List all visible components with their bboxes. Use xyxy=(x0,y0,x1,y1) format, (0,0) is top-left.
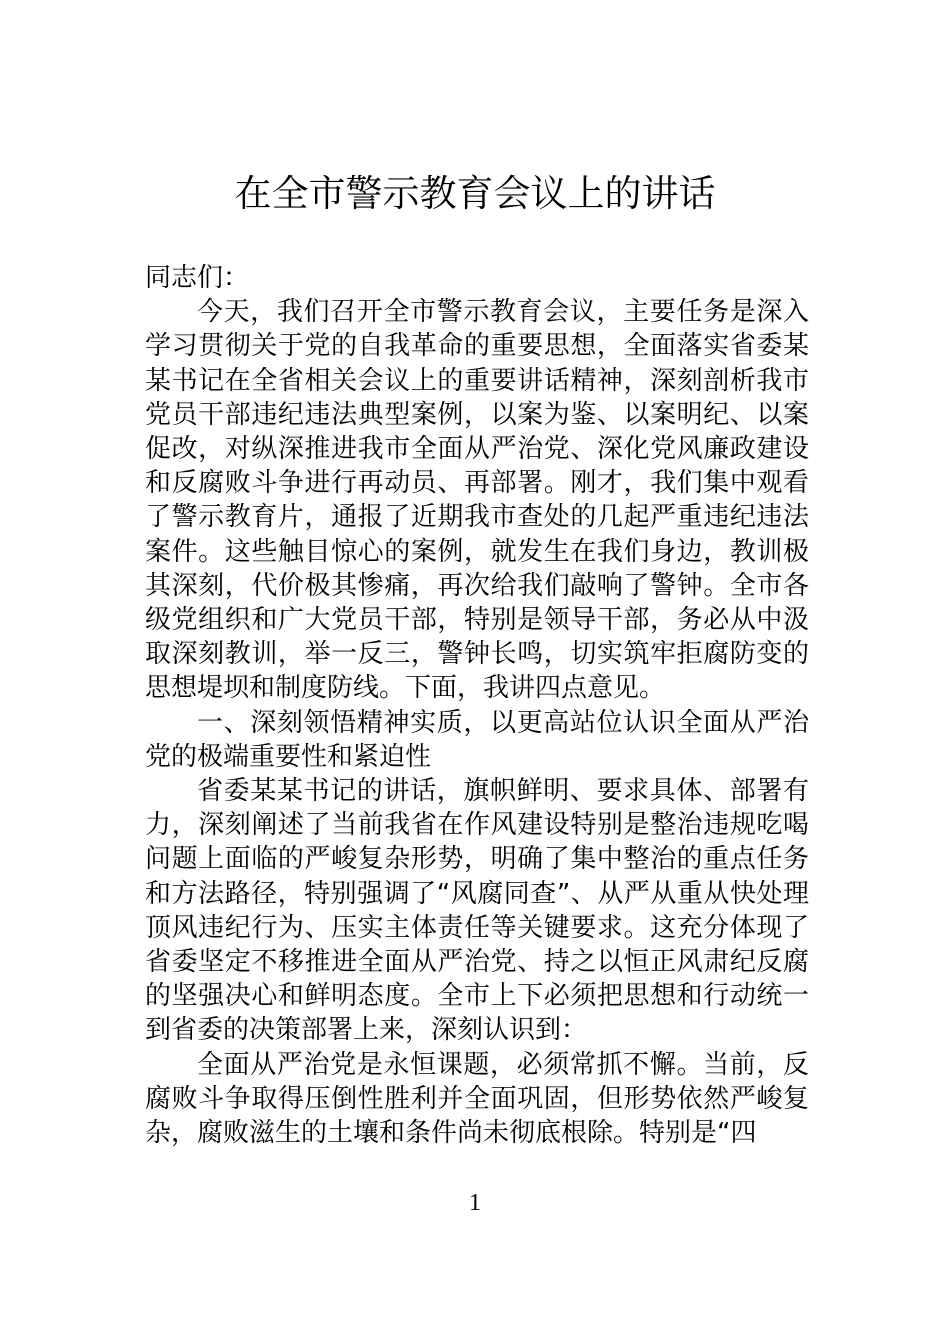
document-body xyxy=(145,261,809,1150)
page-number: 1 xyxy=(469,1190,481,1216)
salutation: 同志们： xyxy=(145,263,250,293)
section-heading-1: 一、深刻领悟精神实质，以更高站位认识全面从严治党的极端重要性和紧迫性 xyxy=(145,707,809,772)
paragraph-provincial-speech: 省委某某书记的讲话，旗帜鲜明、要求具体、部署有力，深刻阐述了当前我省在作风建设特别是整治违规吃喝问题上面临的严峻复杂形势，明确了集中整治的重点任务和方法路径，特别强调了“风腐同查”、从严从重从快处理顶风违纪行为、压实主体责任等关键要求。这充分体现了省委坚定不移推进全面从严治党、持之以恒正风肃纪反腐的坚强决心和鲜明态度。全市上下必须把思想和行动统一到省委的决策部署上来，深刻认识到： xyxy=(145,776,809,1046)
paragraph-strict-governance: 全面从严治党是永恒课题，必须常抓不懈。当前，反腐败斗争取得压倒性胜利并全面巩固，但形势依然严峻复杂，腐败滋生的土壤和条件尚未彻底根除。特别是“四 xyxy=(145,1049,809,1149)
document-title: 在全市警示教育会议上的讲话 xyxy=(234,172,716,215)
paragraph-intro: 今天，我们召开全市警示教育会议，主要任务是深入学习贯彻关于党的自我革命的重要思想，全面落实省委某某书记在全省相关会议上的重要讲话精神，深刻剖析我市党员干部违纪违法典型案例，以案为鉴、以案明纪、以案促改，对纵深推进我市全面从严治党、深化党风廉政建设和反腐败斗争进行再动员、再部署。刚才，我们集中观看了警示教育片，通报了近期我市查处的几起严重违纪违法案件。这些触目惊心的案例，就发生在我们身边，教训极其深刻，代价极其惨痛，再次给我们敲响了警钟。全市各级党组织和广大党员干部，特别是领导干部，务必从中汲取深刻教训，举一反三，警钟长鸣，切实筑牢拒腐防变的思想堤坝和制度防线。下面，我讲四点意见。 xyxy=(145,297,809,704)
